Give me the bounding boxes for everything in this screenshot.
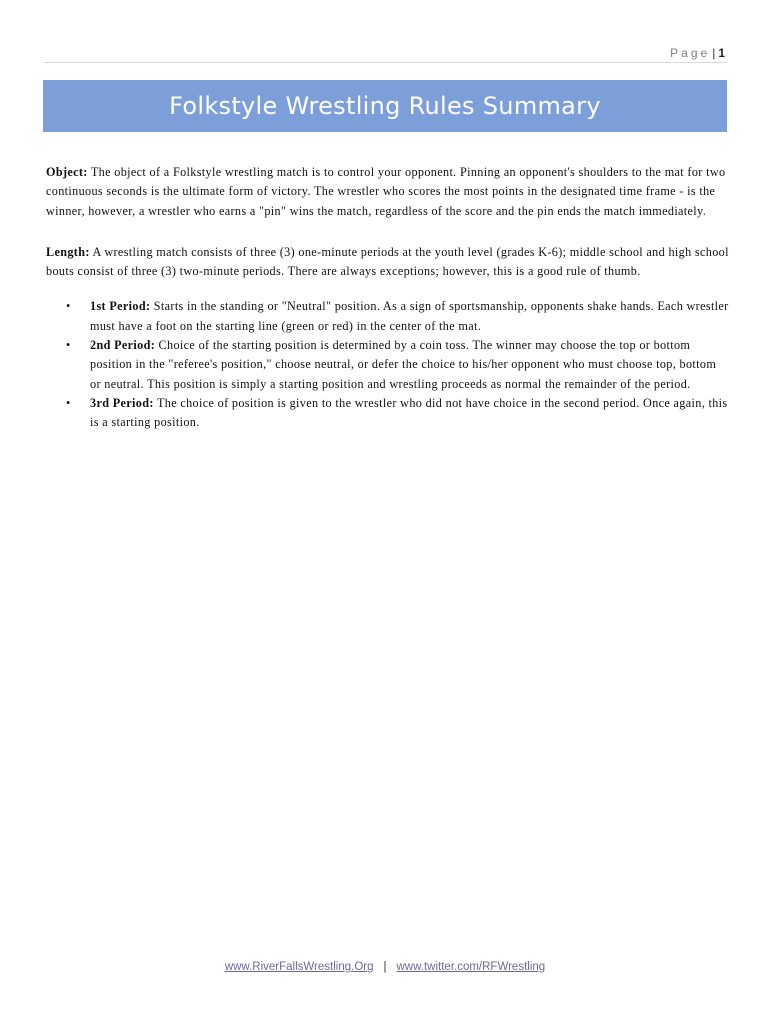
title-banner — [43, 80, 727, 132]
bullet-icon: • — [66, 299, 71, 314]
object-paragraph — [46, 163, 730, 221]
length-label: Length: — [46, 244, 90, 259]
bullet-icon: • — [66, 395, 71, 410]
period-text: Starts in the standing or "Neutral" position. As a sign of sportsmanship, opponents shake hands. Each wrestler must have a foot on the starting line (green or red) in the center of the mat. — [90, 299, 729, 333]
period-text: The choice of position is given to the wrestler who did not have choice in the second period. Once again, this is a starting position. — [90, 395, 728, 430]
page-header — [44, 40, 727, 63]
period-label: 3rd Period: — [90, 395, 154, 410]
page-number: 1 — [718, 46, 725, 60]
list-item-period-2 — [46, 336, 730, 394]
page-separator: | — [712, 46, 716, 60]
length-text: A wrestling match consists of three (3) one-minute periods at the youth level (grades K-6); middle school and high school bouts consist of three (3) two-minute periods. There are always exceptions; however, this is a good rule of thumb. — [46, 244, 729, 279]
bullet-icon: • — [66, 338, 71, 353]
footer-divider: | — [383, 961, 387, 973]
page-label: Page — [670, 46, 711, 60]
object-text: The object of a Folkstyle wrestling match is to control your opponent. Pinning an opponent's shoulders to the mat for two continuous seconds is the ultimate form of victory. The wrestler who scores the most points in the designated time frame - is the winner, however, a wrestler who earns a "pin" wins the match, regardless of the score and the pin ends the match immediately. — [46, 165, 726, 218]
document-body — [46, 163, 730, 433]
periods-list — [46, 297, 730, 432]
website-link[interactable]: www.RiverFallsWrestling.Org — [224, 961, 374, 973]
period-label: 2nd Period: — [90, 338, 156, 353]
page-footer — [0, 961, 770, 973]
twitter-link[interactable]: www.twitter.com/RFWrestling — [396, 961, 546, 973]
object-label: Object: — [46, 165, 88, 179]
page-number-indicator — [670, 46, 725, 60]
period-label: 1st Period: — [90, 299, 151, 314]
page-title: Folkstyle Wrestling Rules Summary — [169, 92, 601, 120]
list-item-period-3 — [46, 394, 730, 433]
list-item-period-1 — [46, 297, 730, 336]
length-paragraph — [46, 243, 730, 282]
period-text: Choice of the starting position is determined by a coin toss. The winner may choose the top or bottom position in the "referee's position," choose neutral, or defer the choice to his/her opponent who must choose top, bottom or neutral. This position is simply a starting position and wrestling proceeds as normal the remainder of the period. — [90, 338, 717, 391]
